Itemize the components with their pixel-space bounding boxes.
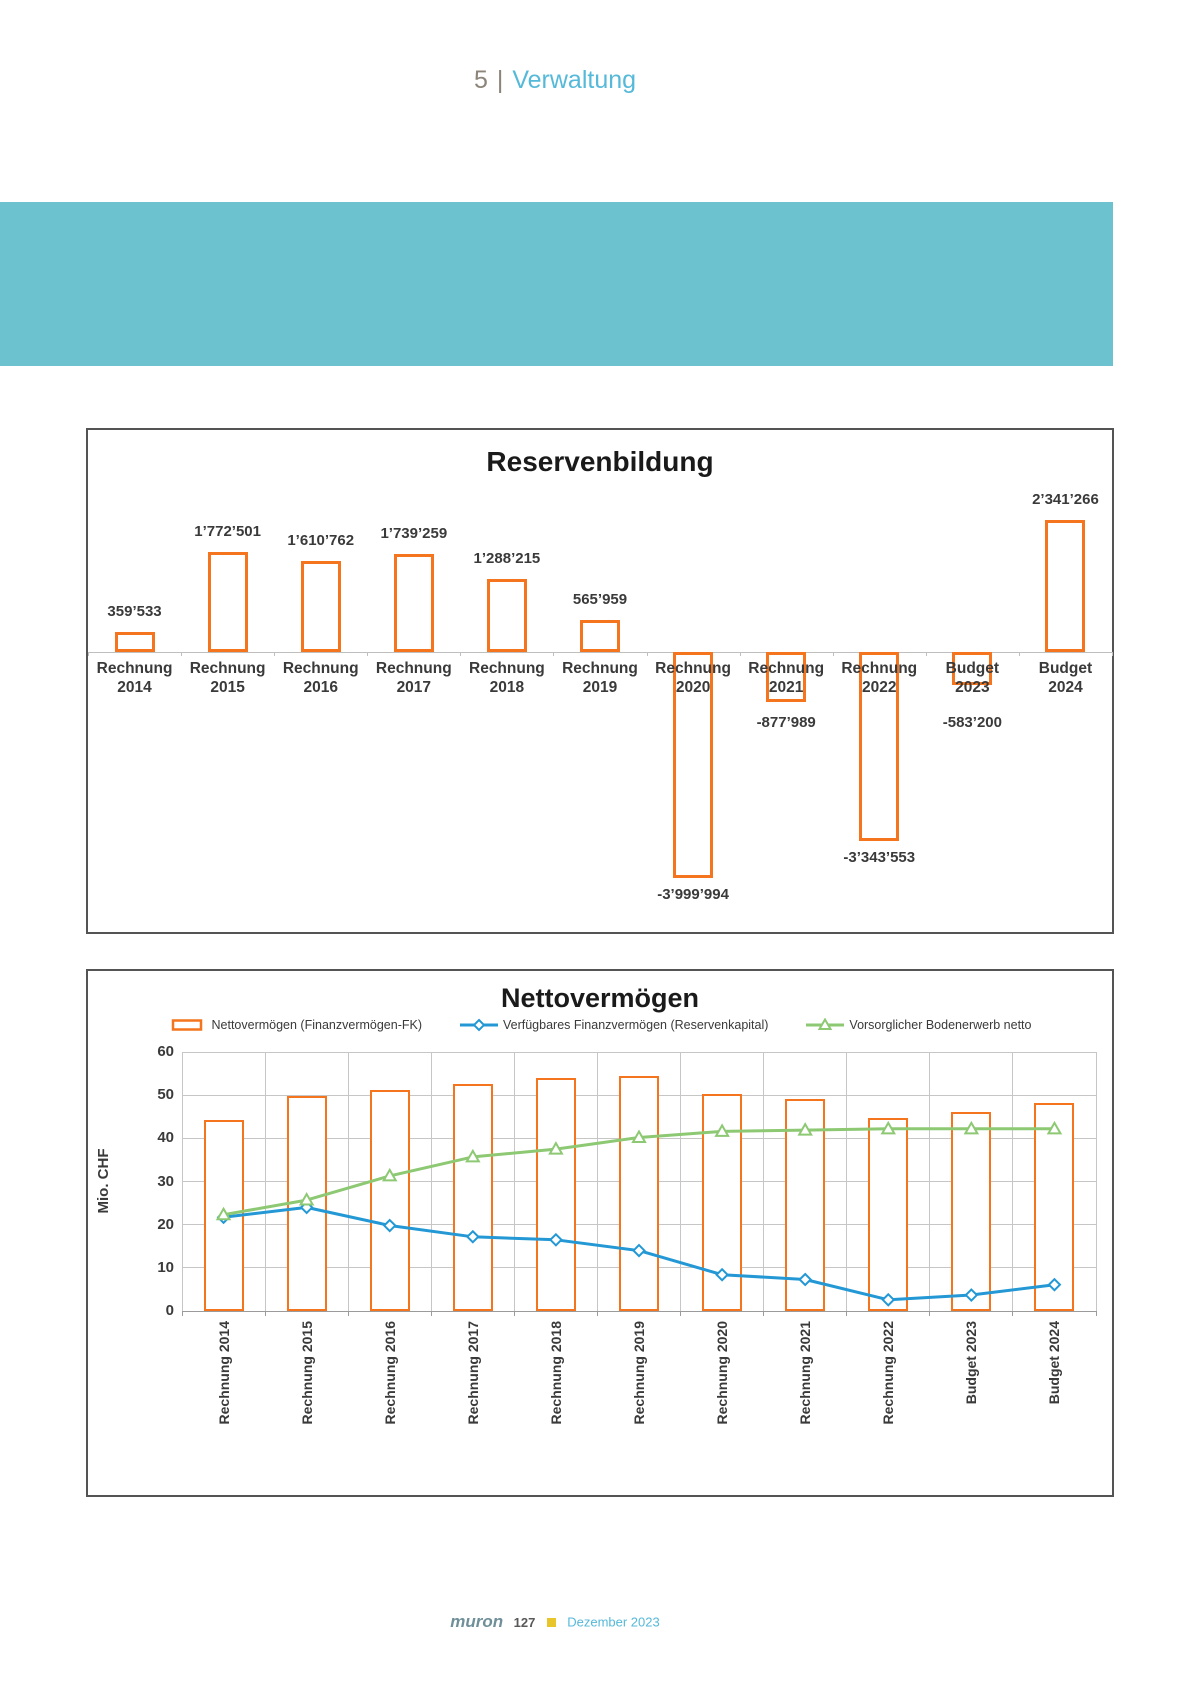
x-axis-label: Rechnung 2019 [631, 1321, 647, 1425]
x-axis-tick [265, 1311, 266, 1316]
legend-label: Nettovermögen (Finanzvermögen-FK) [211, 1018, 422, 1032]
diamond-marker [634, 1245, 645, 1256]
legend-bar-icon [169, 1018, 207, 1032]
page-header [0, 66, 1110, 95]
chart-nettovermoegen [86, 969, 1114, 1497]
category-label-line: Budget [1038, 660, 1093, 677]
bar-value-label: -877’989 [756, 714, 816, 731]
bar-value-label: 1’288’215 [473, 550, 541, 567]
axis-tick [460, 652, 461, 656]
y-axis-tick-label: 60 [157, 1043, 174, 1060]
bar-value-label: -3’999’994 [657, 886, 729, 903]
category-label-line: Rechnung [562, 660, 638, 677]
header-separator: | [496, 66, 504, 94]
bar-value-label: 359’533 [107, 603, 162, 620]
x-axis-tick [846, 1311, 847, 1316]
category-label-line: Rechnung [375, 660, 452, 677]
category-label-line: 2024 [1048, 679, 1083, 696]
bar-chart-plot [88, 430, 1112, 932]
x-axis-tick [348, 1311, 349, 1316]
legend-item [460, 1018, 768, 1032]
brand-name: muron [450, 1612, 504, 1631]
category-label-line: Rechnung [748, 660, 825, 677]
category-label-line: 2016 [303, 679, 338, 696]
y-axis-tick-label: 0 [165, 1302, 174, 1319]
x-axis-tick [763, 1311, 764, 1316]
legend-label: Verfügbares Finanzvermögen (Reservenkapital) [503, 1018, 769, 1032]
axis-tick [647, 652, 648, 656]
bar-value-label: 1’739’259 [380, 525, 448, 542]
category-label-line: 2021 [768, 679, 804, 696]
axis-tick [1019, 652, 1020, 656]
x-axis-label: Rechnung 2020 [714, 1321, 731, 1425]
category-label [647, 659, 740, 697]
y-axis-tick-label: 10 [157, 1258, 174, 1276]
category-label-line: Budget [945, 660, 1000, 677]
axis-tick [833, 652, 834, 656]
x-axis-label: Rechnung 2017 [464, 1321, 481, 1425]
category-label-line: Rechnung [282, 660, 359, 677]
x-axis-label: Rechnung 2015 [298, 1321, 315, 1425]
category-label-line: Rechnung [841, 660, 918, 677]
y-axis-tick-label: 50 [157, 1086, 174, 1104]
category-label-line: Rechnung [655, 660, 731, 677]
x-axis-tick [182, 1311, 183, 1316]
page-footer [0, 1612, 1110, 1632]
y-axis-tick-label: 20 [157, 1215, 174, 1233]
line-series-layer [182, 1052, 1096, 1311]
legend-marker [474, 1020, 484, 1030]
category-label-line: 2020 [675, 679, 711, 696]
legend-label: Vorsorglicher Bodenerwerb netto [849, 1018, 1032, 1032]
axis-tick [181, 652, 182, 656]
bar [1045, 520, 1085, 652]
axis-tick [88, 652, 89, 656]
category-label-line: 2022 [862, 679, 897, 696]
y-axis-tick-label: 40 [157, 1129, 174, 1147]
footer-date: Dezember 2023 [567, 1614, 660, 1630]
category-label [274, 659, 367, 697]
y-axis-tick-label: 30 [157, 1172, 174, 1190]
bar [487, 579, 527, 652]
category-label-line: 2019 [582, 679, 618, 696]
category-label [740, 659, 833, 697]
category-label [181, 659, 274, 697]
bar-value-label: 1’772’501 [194, 523, 261, 540]
diamond-marker [800, 1274, 811, 1285]
x-axis-tick [514, 1311, 515, 1316]
diamond-marker [384, 1220, 395, 1231]
category-label [553, 659, 646, 697]
x-axis-tick [929, 1311, 930, 1316]
x-axis-label: Budget 2023 [963, 1321, 980, 1405]
x-axis-label: Rechnung 2021 [797, 1321, 814, 1425]
diamond-marker [1049, 1279, 1060, 1290]
axis-tick [367, 652, 368, 656]
page-number: 127 [513, 1614, 536, 1630]
category-label-line: Rechnung [96, 660, 173, 677]
legend-item [169, 1018, 423, 1032]
category-label-line: 2017 [396, 679, 432, 696]
diamond-marker [467, 1231, 478, 1242]
bar [394, 554, 434, 652]
axis-tick [553, 652, 554, 656]
category-label [88, 659, 181, 697]
bar [301, 561, 341, 652]
chart-reservenbildung [86, 428, 1114, 934]
x-axis-tick [597, 1311, 598, 1316]
legend-marker [820, 1020, 831, 1030]
axis-tick [274, 652, 275, 656]
legend-item [806, 1018, 1031, 1032]
bar-value-label: 1’610’762 [287, 532, 355, 549]
bar-value-label: 565’959 [572, 591, 628, 608]
x-axis-tick [1012, 1311, 1013, 1316]
chart-legend [88, 1018, 1112, 1032]
diamond-marker [717, 1269, 728, 1280]
combo-chart-plot [95, 1043, 1096, 1425]
x-axis-tick [680, 1311, 681, 1316]
category-label [1019, 659, 1112, 697]
category-label-line: 2014 [117, 679, 152, 696]
category-label-line: 2023 [955, 679, 990, 696]
x-axis-label: Rechnung 2016 [381, 1321, 398, 1425]
category-label-line: 2015 [210, 679, 245, 696]
category-label [833, 659, 926, 697]
chart-title: Reservenbildung [486, 446, 714, 477]
x-axis-label: Rechnung 2014 [215, 1321, 232, 1425]
chapter-number: 5 [473, 66, 488, 94]
x-axis-label: Rechnung 2022 [880, 1321, 897, 1425]
bar-value-label: -3’343’553 [843, 849, 916, 866]
category-label-line: Rechnung [189, 660, 266, 677]
y-axis-title: Mio. CHF [95, 1148, 112, 1214]
category-label-line: Rechnung [469, 660, 545, 677]
diamond-marker [550, 1234, 561, 1245]
category-label [460, 659, 553, 697]
bar-value-label: 2’341’266 [1032, 491, 1099, 508]
bar [580, 620, 620, 652]
x-axis-tick [1096, 1311, 1097, 1316]
axis-tick [926, 652, 927, 656]
bar-value-label: -583’200 [942, 714, 1002, 731]
legend-line-triangle-icon [806, 1018, 844, 1032]
legend-line-diamond-icon [460, 1018, 498, 1032]
chart-title: Nettovermögen [500, 983, 700, 1013]
chapter-title: Verwaltung [512, 66, 637, 94]
category-label [926, 659, 1019, 697]
category-label-line: 2018 [489, 679, 525, 696]
diamond-marker [883, 1294, 894, 1305]
category-label [367, 659, 460, 697]
bar [208, 552, 248, 652]
diamond-marker [966, 1290, 977, 1301]
x-axis-label: Rechnung 2018 [547, 1321, 564, 1425]
footer-bullet-square [547, 1618, 556, 1627]
teal-banner [0, 202, 1113, 366]
axis-tick [1112, 652, 1113, 656]
x-axis-label: Budget 2024 [1046, 1321, 1063, 1405]
bar [115, 632, 155, 652]
x-axis-tick [431, 1311, 432, 1316]
axis-tick [740, 652, 741, 656]
legend-bar-swatch [173, 1021, 201, 1030]
